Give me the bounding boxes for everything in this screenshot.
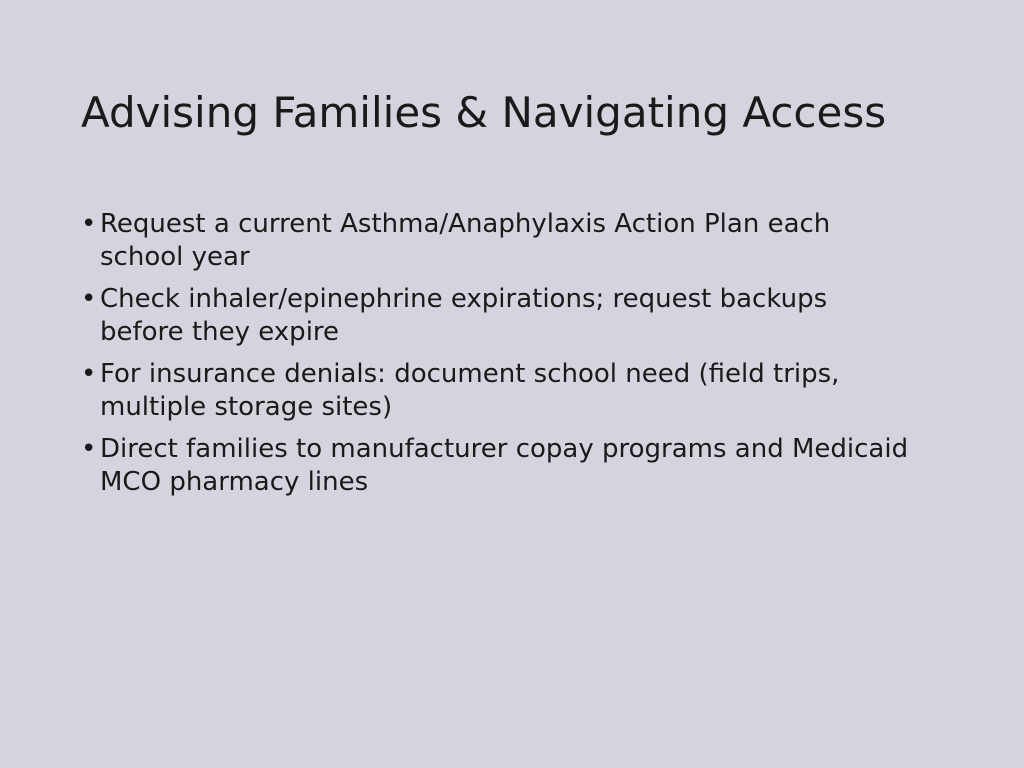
bullet-text: Request a current Asthma/Anaphylaxis Action Plan each school year <box>100 209 831 272</box>
bullet-icon: • <box>81 209 97 239</box>
bullet-list <box>81 208 911 508</box>
bullet-text: For insurance denials: document school need (field trips, multiple storage sites) <box>100 359 840 422</box>
slide-title: Advising Families & Navigating Access <box>81 88 887 137</box>
bullet-text: Check inhaler/epinephrine expirations; request backups before they expire <box>100 284 828 347</box>
bullet-text: Direct families to manufacturer copay programs and Medicaid MCO pharmacy lines <box>100 434 909 497</box>
bullet-item-1 <box>81 208 911 274</box>
bullet-item-2 <box>81 283 911 349</box>
bullet-icon: • <box>81 434 97 464</box>
bullet-icon: • <box>81 284 97 314</box>
bullet-item-3 <box>81 358 911 424</box>
bullet-icon: • <box>81 359 97 389</box>
bullet-item-4 <box>81 433 911 499</box>
